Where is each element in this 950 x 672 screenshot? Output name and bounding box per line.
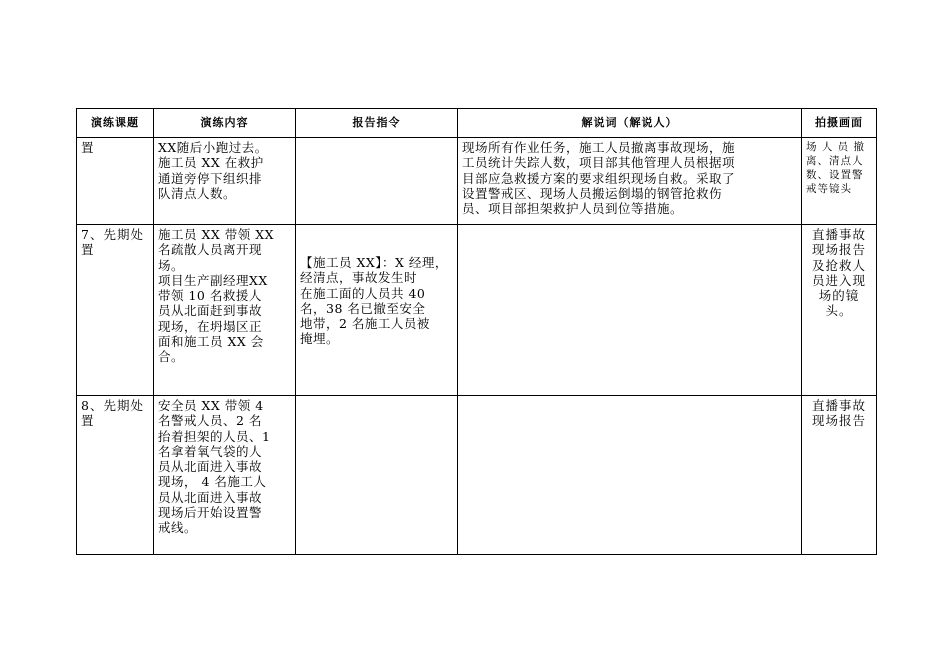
- content-line: 场。: [158, 257, 185, 273]
- content-line: 抬着担架的人员、1: [158, 428, 271, 444]
- header-topic: 演练课题: [77, 109, 154, 138]
- shot-line: 离、清点人: [806, 155, 864, 167]
- shot-line: 员进入现: [811, 272, 866, 288]
- content-line: 员从北面进入事故: [158, 489, 263, 505]
- commentary-line: 员、项目部担架救护人员到位等措施。: [462, 201, 684, 217]
- row-content: [154, 138, 296, 225]
- row-report: [296, 225, 458, 396]
- shot-line: 戒等镜头: [806, 183, 852, 195]
- content-line: 面和施工员 XX 会: [158, 334, 264, 350]
- row-topic: 置: [77, 138, 154, 225]
- header-row: [77, 109, 877, 138]
- report-line: 【施工员 XX】：X 经理，: [300, 255, 448, 270]
- content-line: 带领 10 名救援人: [158, 288, 262, 304]
- row-report: [296, 396, 458, 555]
- row-content: [154, 396, 296, 555]
- content-line: 项目生产副经理XX: [158, 272, 268, 288]
- content-line: 员从北面赶到事故: [158, 303, 263, 319]
- table-row: [77, 225, 877, 396]
- header-content: 演练内容: [154, 109, 296, 138]
- row-shot: [802, 225, 877, 396]
- shot-line: 数、设置警: [806, 169, 864, 181]
- row-commentary: [458, 396, 802, 555]
- row-topic: 7、先期处置: [77, 225, 154, 396]
- header-report: 报告指令: [296, 109, 458, 138]
- table-row: [77, 138, 877, 225]
- row-commentary: [458, 138, 802, 225]
- commentary-line: 目部应急救援方案的要求组织现场自救。采取了: [462, 170, 736, 186]
- content-line: 施工员 XX 在救护: [158, 155, 264, 171]
- row-commentary: [458, 225, 802, 396]
- row-report: [296, 138, 458, 225]
- content-line: 通道旁停下组织排: [158, 170, 263, 186]
- content-line: 戒线。: [158, 520, 198, 536]
- row-topic: 8、先期处置: [77, 396, 154, 555]
- commentary-line: 现场所有作业任务，施工人员撤离事故现场，施: [462, 140, 736, 155]
- shot-line: 现场报告: [811, 413, 866, 429]
- report-line: 在施工面的人员共 40: [300, 285, 426, 301]
- shot-line: 场 人 员 撤: [806, 141, 866, 153]
- content-line: 名警戒人员、2 名: [158, 413, 262, 429]
- shot-line: 及抢救人: [811, 257, 866, 273]
- shot-line: 直播事故: [811, 398, 866, 413]
- content-line: 安全员 XX 带领 4: [158, 398, 264, 413]
- drill-script-table: [76, 108, 877, 555]
- report-line: 地带，2 名施工人员被: [300, 316, 430, 332]
- content-line: 员从北面进入事故: [158, 459, 263, 475]
- row-content: [154, 225, 296, 396]
- header-shot: 拍摄画面: [802, 109, 877, 138]
- row-shot: [802, 396, 877, 555]
- shot-line: 直播事故: [811, 227, 866, 242]
- table-row: [77, 396, 877, 555]
- shot-line: 场的镜: [818, 288, 860, 304]
- content-line: 现场后开始设置警: [158, 505, 263, 521]
- content-line: 名拿着氧气袋的人: [158, 443, 263, 459]
- content-line: 现场，在坍塌区正: [158, 318, 263, 334]
- header-commentary: 解说词（解说人）: [458, 109, 802, 138]
- commentary-line: 工员统计失踪人数，项目部其他管理人员根据项: [462, 155, 736, 171]
- report-line: 掩埋。: [300, 331, 340, 347]
- shot-line: 现场报告: [811, 242, 866, 258]
- content-line: XX随后小跑过去。: [158, 140, 268, 155]
- commentary-line: 设置警戒区、现场人员搬运倒塌的钢管抢救伤: [462, 185, 723, 201]
- content-line: 现场， 4 名施工人: [158, 474, 267, 490]
- row-shot: [802, 138, 877, 225]
- shot-line: 头。: [825, 303, 853, 319]
- content-line: 合。: [158, 349, 185, 365]
- report-line: 名，38 名已撤至安全: [300, 300, 426, 316]
- report-line: 经清点，事故发生时: [300, 270, 418, 286]
- content-line: 施工员 XX 带领 XX: [158, 227, 275, 242]
- content-line: 名疏散人员离开现: [158, 242, 263, 258]
- content-line: 队清点人数。: [158, 185, 237, 201]
